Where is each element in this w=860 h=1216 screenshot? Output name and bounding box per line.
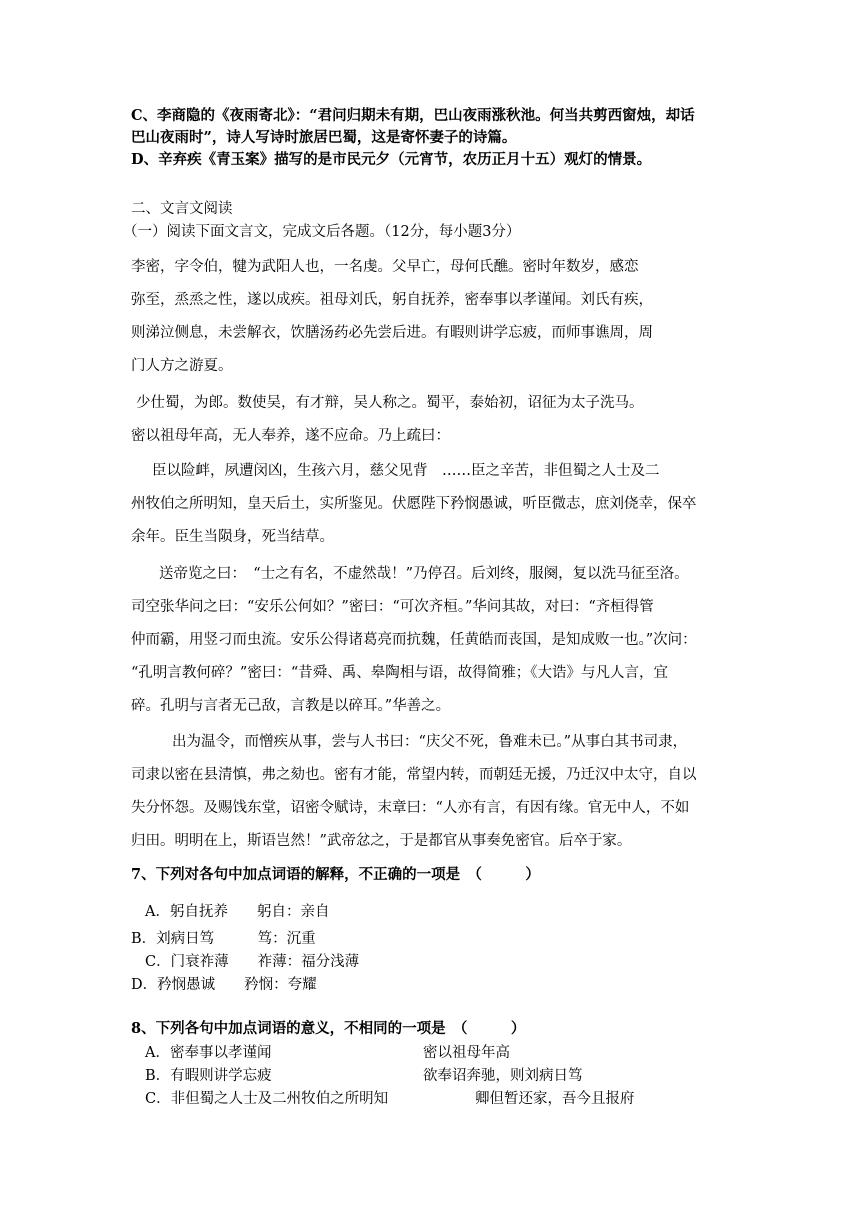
passage-line: 司隶以密在县清慎，弗之劾也。密有才能，常望内转，而朝廷无援，乃迁汉中太守，自以 (131, 767, 697, 783)
passage-line: 送帝览之曰： “士之有名，不虚然哉！”乃停召。后刘终，服阕，复以洗马征至洛。 (159, 566, 689, 582)
instruction-line: （一）阅读下面文言文，完成文后各题。（12分，每小题3分） (123, 224, 521, 240)
passage-line: 州牧伯之所明知，皇天后土，实所鉴见。伏愿陛下矜悯愚诚，听臣微志，庶刘侥幸，保卒 (131, 496, 697, 512)
option-d-line: D、辛弃疾《青玉案》描写的是市民元夕（元宵节，农历正月十五）观灯的情景。 (131, 151, 652, 168)
q7-option-d: D．矜悯愚诚 矜悯：夸耀 (131, 977, 317, 993)
q8-option-a-right: 密以祖母年高 (423, 1045, 510, 1061)
passage-line: 失分怀怨。及赐饯东堂，诏密令赋诗，末章曰：“人亦有言，有因有缘。官无中人，不如 (131, 800, 690, 816)
q8-option-c-right: 卿但暂还家，吾今且报府 (475, 1091, 635, 1107)
passage-line: 归田。明明在上，斯语岂然！”武帝忿之，于是都官从事奏免密官。后卒于家。 (131, 833, 632, 849)
option-c-line-2: 巴山夜雨时”，诗人写诗时旅居巴蜀，这是寄怀妻子的诗篇。 (131, 129, 517, 146)
section-heading: 二、文言文阅读 (131, 201, 233, 217)
q7-option-b: B．刘病日笃 笃：沉重 (131, 931, 316, 947)
option-c-line-1: C、李商隐的《夜雨寄北》：“君问归期未有期，巴山夜雨涨秋池。何当共剪西窗烛，却话 (131, 107, 695, 124)
question-7: 7、下列对各句中加点词语的解释，不正确的一项是 （ ） (131, 866, 540, 883)
question-8: 8、下列各句中加点词语的意义，不相同的一项是 （ ） (131, 1020, 526, 1037)
q7-option-a: A．躬自抚养 躬自：亲自 (145, 904, 330, 920)
passage-line: 少仕蜀，为郎。数使吴，有才辩，吴人称之。蜀平，泰始初，诏征为太子洗马。 (136, 395, 644, 411)
passage-line: 弥至，烝烝之性，遂以成疾。祖母刘氏，躬自抚养，密奉事以孝谨闻。刘氏有疾， (131, 292, 653, 308)
q8-option-b-left: B．有暇则讲学忘疲 (145, 1068, 272, 1084)
q8-option-a-left: A．密奉事以孝谨闻 (145, 1045, 272, 1061)
passage-line: 则涕泣侧息，未尝解衣，饮膳汤药必先尝后进。有暇则讲学忘疲，而师事谯周，周 (131, 325, 653, 341)
passage-line: 仲而霸，用竖刁而虫流。安乐公得诸葛亮而抗魏，任黄皓而丧国，是知成败一也。”次问： (131, 632, 697, 648)
passage-line: 密以祖母年高，无人奉养，遂不应命。乃上疏曰： (131, 428, 450, 444)
passage-line: 司空张华问之曰：“安乐公何如？”密曰：“可次齐桓。”华问其故，对曰：“齐桓得管 (131, 599, 654, 615)
passage-line: “孔明言教何碎？”密曰：“昔舜、禹、皋陶相与语，故得简雅；《大诰》与凡人言，宜 (131, 665, 668, 681)
passage-line: 门人方之游夏。 (131, 358, 233, 374)
passage-line: 余年。臣生当陨身，死当结草。 (131, 529, 334, 545)
q7-option-c: C．门衰祚薄 祚薄：福分浅薄 (145, 954, 360, 970)
passage-line: 臣以险衅，夙遭闵凶，生孩六月，慈父见背 ……臣之辛苦，非但蜀之人士及二 (152, 463, 660, 479)
passage-line: 李密，字令伯，犍为武阳人也，一名虔。父早亡，母何氏醮。密时年数岁，感恋 (131, 259, 639, 275)
q8-option-b-right: 欲奉诏奔驰，则刘病日笃 (423, 1068, 583, 1084)
q8-option-c-left: C．非但蜀之人士及二州牧伯之所明知 (145, 1091, 389, 1107)
passage-line: 碎。孔明与言者无己敌，言教是以碎耳。”华善之。 (131, 698, 451, 714)
passage-line: 出为温令，而憎疾从事，尝与人书曰：“庆父不死，鲁难未已。”从事白其书司隶， (172, 734, 688, 750)
